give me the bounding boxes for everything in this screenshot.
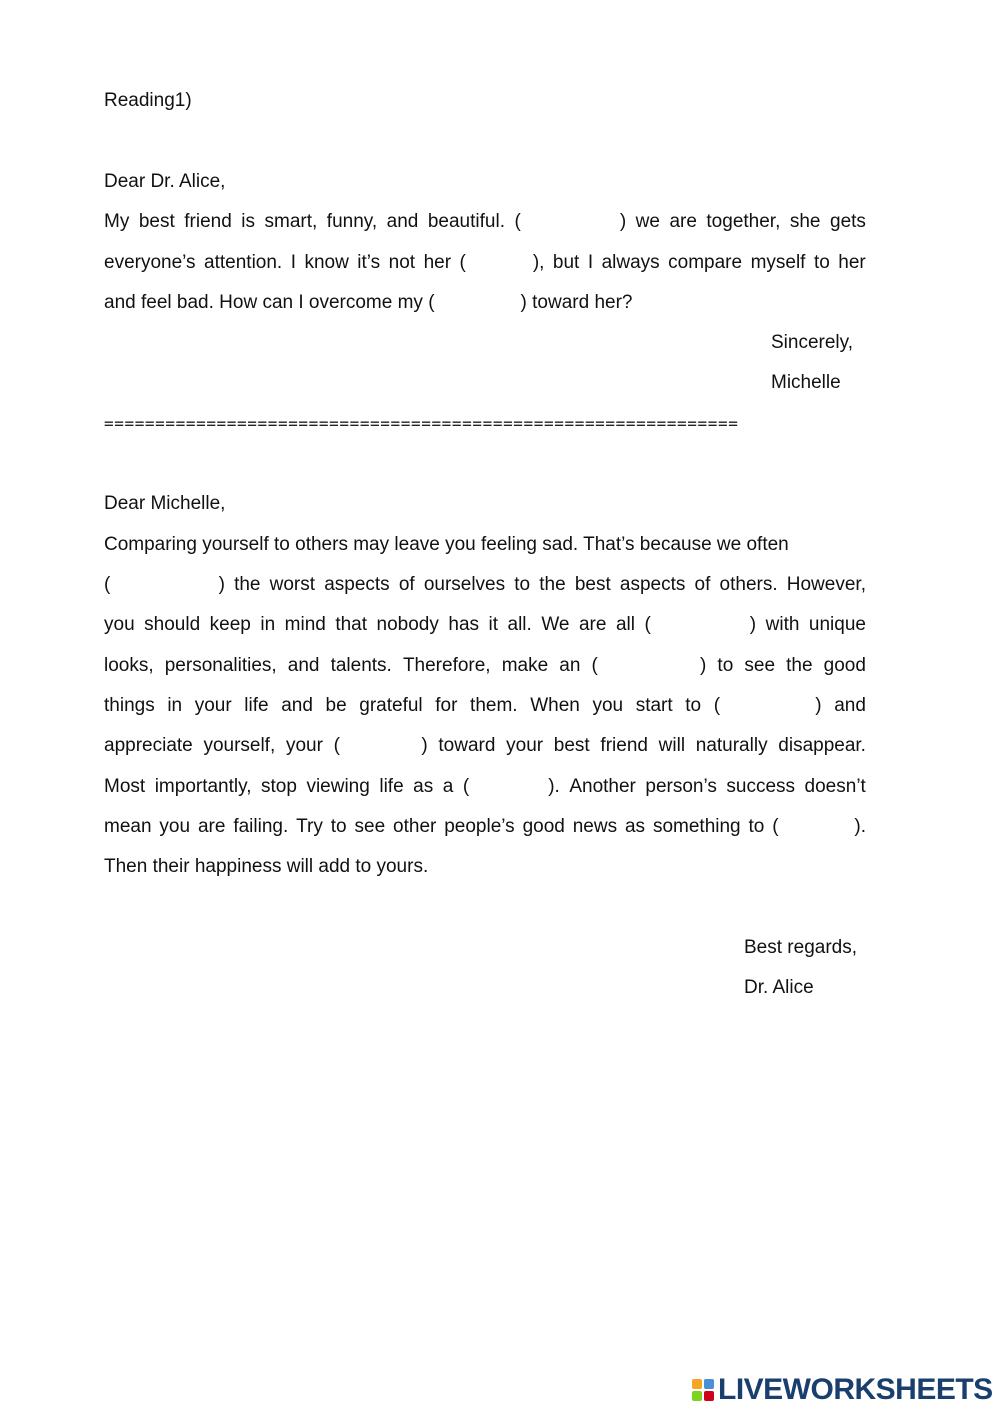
word: to xyxy=(514,574,531,595)
word: to xyxy=(748,816,765,837)
answer-blank[interactable] xyxy=(530,210,610,234)
letter1-line-3 xyxy=(104,291,866,315)
word: Try xyxy=(296,816,323,837)
word: ) xyxy=(815,695,822,716)
word: your xyxy=(506,735,544,756)
logo-text: LIVEWORKSHEETS xyxy=(718,1373,993,1406)
word: will xyxy=(658,735,686,756)
word: a xyxy=(442,776,454,797)
logo-square-2 xyxy=(704,1379,714,1389)
word: has xyxy=(448,614,480,635)
word: people’s xyxy=(444,816,515,837)
word: disappear. xyxy=(778,735,866,756)
word: Most xyxy=(104,776,146,797)
letter1-line-3-end: ) toward her? xyxy=(520,292,633,313)
word: the xyxy=(786,655,813,676)
word: unique xyxy=(808,614,866,635)
word: naturally xyxy=(695,735,768,756)
letter2-closing: Best regards, xyxy=(744,937,857,958)
word: funny, xyxy=(326,211,378,232)
letter1-salutation: Dear Dr. Alice, xyxy=(104,171,226,192)
word: Therefore, xyxy=(402,655,491,676)
letter2-line-4 xyxy=(104,654,866,678)
word: myself xyxy=(750,252,806,273)
word: her xyxy=(423,252,452,273)
word: she xyxy=(789,211,821,232)
word: life xyxy=(379,776,404,797)
word: we xyxy=(635,211,660,232)
word: ( xyxy=(514,211,521,232)
word: personalities, xyxy=(164,655,277,676)
word: ). xyxy=(854,816,866,837)
logo-icon xyxy=(692,1379,714,1401)
answer-blank[interactable] xyxy=(479,775,539,799)
word: as xyxy=(413,776,434,797)
logo-square-1 xyxy=(692,1379,702,1389)
word: news xyxy=(572,816,618,837)
letter2-salutation: Dear Michelle, xyxy=(104,493,226,514)
word: you xyxy=(159,816,191,837)
word: friend xyxy=(184,211,232,232)
word: talents. xyxy=(330,655,392,676)
word: I xyxy=(587,252,594,273)
word: are xyxy=(669,211,697,232)
word: start xyxy=(635,695,673,716)
word: ), xyxy=(532,252,545,273)
word: person’s xyxy=(645,776,717,797)
word: friend xyxy=(600,735,648,756)
word: My xyxy=(104,211,130,232)
word: you xyxy=(592,695,624,716)
word: toward xyxy=(438,735,496,756)
word: ) xyxy=(749,614,757,635)
word: life xyxy=(244,695,269,716)
word: ) xyxy=(421,735,428,756)
word: best xyxy=(574,574,611,595)
word: However, xyxy=(786,574,866,595)
word: know xyxy=(304,252,349,273)
word: worst xyxy=(269,574,316,595)
answer-blank[interactable] xyxy=(733,694,803,718)
word: stop xyxy=(261,776,297,797)
letter2-line-5 xyxy=(104,694,866,718)
word: should xyxy=(144,614,201,635)
word: them. xyxy=(470,695,518,716)
word: importantly, xyxy=(154,776,252,797)
word: looks, xyxy=(104,655,154,676)
word: aspects xyxy=(619,574,686,595)
word: to xyxy=(813,252,830,273)
letter1-line-2 xyxy=(104,251,866,275)
word: success xyxy=(726,776,796,797)
word: others. xyxy=(719,574,778,595)
word: compare xyxy=(668,252,743,273)
word: ourselves xyxy=(423,574,506,595)
word: ) xyxy=(700,655,707,676)
word: it’s xyxy=(357,252,381,273)
word: mean xyxy=(104,816,152,837)
letter2-line-6 xyxy=(104,734,866,758)
word: attention. xyxy=(204,252,283,273)
letter2-line-3 xyxy=(104,613,866,637)
word: see xyxy=(744,655,776,676)
word: best xyxy=(553,735,590,756)
letter2-line-1: Comparing yourself to others may leave you feeling sad. That’s because we often xyxy=(104,534,789,555)
word: keep xyxy=(209,614,251,635)
word: ( xyxy=(459,252,466,273)
word: grateful xyxy=(359,695,423,716)
word: We xyxy=(541,614,570,635)
word: good xyxy=(823,655,866,676)
letter1-signature: Michelle xyxy=(771,372,841,393)
word: everyone’s xyxy=(104,252,196,273)
letter2-line-9: Then their happiness will add to yours. xyxy=(104,856,429,877)
word: ) xyxy=(218,574,225,595)
word: always xyxy=(601,252,660,273)
word: When xyxy=(530,695,580,716)
answer-blank[interactable] xyxy=(786,815,846,839)
letter1-closing: Sincerely, xyxy=(771,332,854,353)
word: it xyxy=(488,614,499,635)
word: to xyxy=(330,816,347,837)
answer-blank[interactable] xyxy=(351,734,411,758)
logo-square-3 xyxy=(692,1391,702,1401)
word: ). xyxy=(548,776,560,797)
word: all xyxy=(615,614,635,635)
word: something xyxy=(652,816,741,837)
word: to xyxy=(685,695,702,716)
word: best xyxy=(138,211,175,232)
word: mind xyxy=(284,614,326,635)
word: ( xyxy=(333,735,340,756)
answer-blank[interactable] xyxy=(119,573,209,597)
liveworksheets-logo xyxy=(692,1372,993,1408)
letter1-line-1 xyxy=(104,210,866,234)
word: other xyxy=(393,816,437,837)
letter1-line-3-start: and feel bad. How can I overcome my ( xyxy=(104,292,435,313)
word: an xyxy=(559,655,581,676)
word: nobody xyxy=(376,614,439,635)
word: make xyxy=(501,655,549,676)
letter2-line-7 xyxy=(104,775,866,799)
word: and xyxy=(834,695,866,716)
word: of xyxy=(398,574,415,595)
word: are xyxy=(578,614,607,635)
word: your xyxy=(194,695,232,716)
word: ( xyxy=(591,655,598,676)
reading-heading: Reading1) xyxy=(104,90,192,111)
word: her xyxy=(838,252,866,273)
word: ( xyxy=(462,776,470,797)
word: the xyxy=(539,574,566,595)
word: for xyxy=(435,695,458,716)
word: appreciate xyxy=(104,735,193,756)
word: your xyxy=(285,735,323,756)
word: failing. xyxy=(233,816,289,837)
word: and xyxy=(386,211,419,232)
word: of xyxy=(694,574,711,595)
word: gets xyxy=(830,211,866,232)
letter2-line-8 xyxy=(104,815,866,839)
letter-divider: ============================================================== xyxy=(104,414,739,433)
word: the xyxy=(234,574,261,595)
word: in xyxy=(167,695,183,716)
logo-square-4 xyxy=(704,1391,714,1401)
word: doesn’t xyxy=(804,776,866,797)
word: but xyxy=(552,252,580,273)
word: beautiful. xyxy=(427,211,505,232)
word: things xyxy=(104,695,155,716)
letter2-signature: Dr. Alice xyxy=(744,977,814,998)
word: viewing xyxy=(306,776,370,797)
word: is xyxy=(241,211,256,232)
word: not xyxy=(388,252,416,273)
word: to xyxy=(717,655,734,676)
word: see xyxy=(354,816,386,837)
word: aspects xyxy=(324,574,390,595)
word: I xyxy=(290,252,296,273)
letter2-line-2 xyxy=(104,573,866,597)
word: Another xyxy=(569,776,636,797)
word: are xyxy=(197,816,226,837)
word: ( xyxy=(772,816,779,837)
word: you xyxy=(104,614,135,635)
word: good xyxy=(522,816,565,837)
word: together, xyxy=(706,211,781,232)
word: that xyxy=(335,614,368,635)
word: with xyxy=(765,614,800,635)
word: and xyxy=(287,655,320,676)
word: ) xyxy=(619,211,627,232)
word: ( xyxy=(644,614,651,635)
word: in xyxy=(260,614,276,635)
word: as xyxy=(624,816,646,837)
word: smart, xyxy=(264,211,318,232)
word: ( xyxy=(713,695,721,716)
word: and xyxy=(281,695,313,716)
word: ( xyxy=(104,574,111,595)
word: be xyxy=(325,695,347,716)
word: all. xyxy=(507,614,532,635)
word: yourself, xyxy=(203,735,276,756)
answer-blank[interactable] xyxy=(609,654,689,678)
answer-blank[interactable] xyxy=(660,613,740,637)
answer-blank[interactable] xyxy=(474,251,524,275)
